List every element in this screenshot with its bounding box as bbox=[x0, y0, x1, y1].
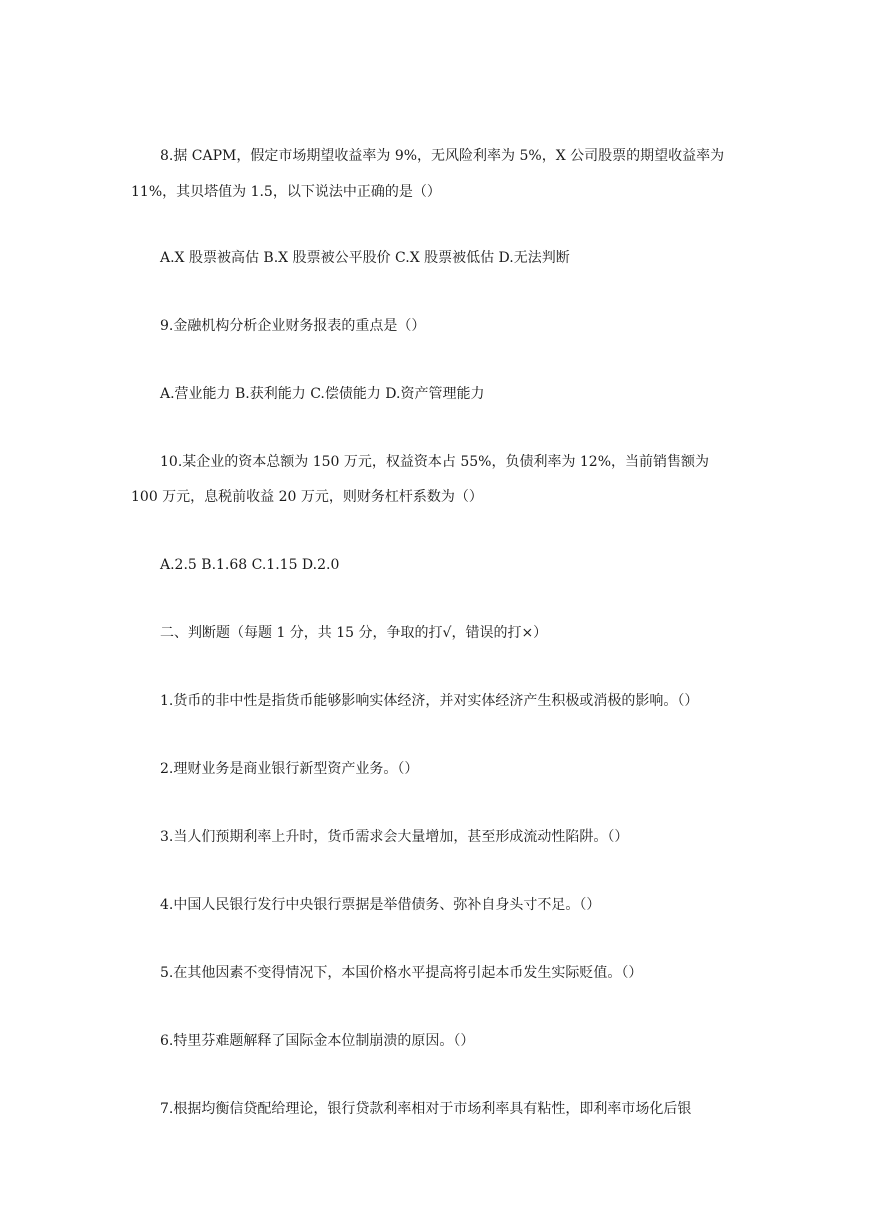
q10-options: A.2.5 B.1.68 C.1.15 D.2.0 bbox=[160, 557, 340, 573]
judge-item-1: 1.货币的非中性是指货币能够影响实体经济，并对实体经济产生积极或消极的影响。（） bbox=[160, 693, 699, 709]
q8-line1: 8.据 CAPM，假定市场期望收益率为 9%，无风险利率为 5%，X 公司股票的期望收益率为 bbox=[160, 148, 725, 164]
judge-item-6: 6.特里芬难题解释了国际金本位制崩溃的原因。（） bbox=[160, 1033, 475, 1049]
section2-heading: 二、判断题（每题 1 分，共 15 分，争取的打√，错误的打×） bbox=[160, 625, 548, 641]
judge-item-2: 2.理财业务是商业银行新型资产业务。（） bbox=[160, 761, 419, 777]
judge-item-3: 3.当人们预期利率上升时，货币需求会大量增加，甚至形成流动性陷阱。（） bbox=[160, 829, 629, 845]
q8-options: A.X 股票被高估 B.X 股票被公平股价 C.X 股票被低估 D.无法判断 bbox=[160, 250, 570, 266]
judge-item-7: 7.根据均衡信贷配给理论，银行贷款利率相对于市场利率具有粘性，即利率市场化后银 bbox=[160, 1101, 692, 1117]
judge-item-4: 4.中国人民银行发行中央银行票据是举借债务、弥补自身头寸不足。（） bbox=[160, 897, 601, 913]
judge-item-5: 5.在其他因素不变得情况下，本国价格水平提高将引起本币发生实际贬值。（） bbox=[160, 965, 643, 981]
q10-line2: 100 万元，息税前收益 20 万元，则财务杠杆系数为（） bbox=[131, 489, 483, 505]
q8-line2: 11%，其贝塔值为 1.5，以下说法中正确的是（） bbox=[131, 184, 441, 200]
q10-line1: 10.某企业的资本总额为 150 万元，权益资本占 55%，负债利率为 12%，当前销售额为 bbox=[160, 454, 710, 470]
q9-options: A.营业能力 B.获利能力 C.偿债能力 D.资产管理能力 bbox=[160, 386, 485, 402]
q9-line1: 9.金融机构分析企业财务报表的重点是（） bbox=[160, 318, 426, 334]
